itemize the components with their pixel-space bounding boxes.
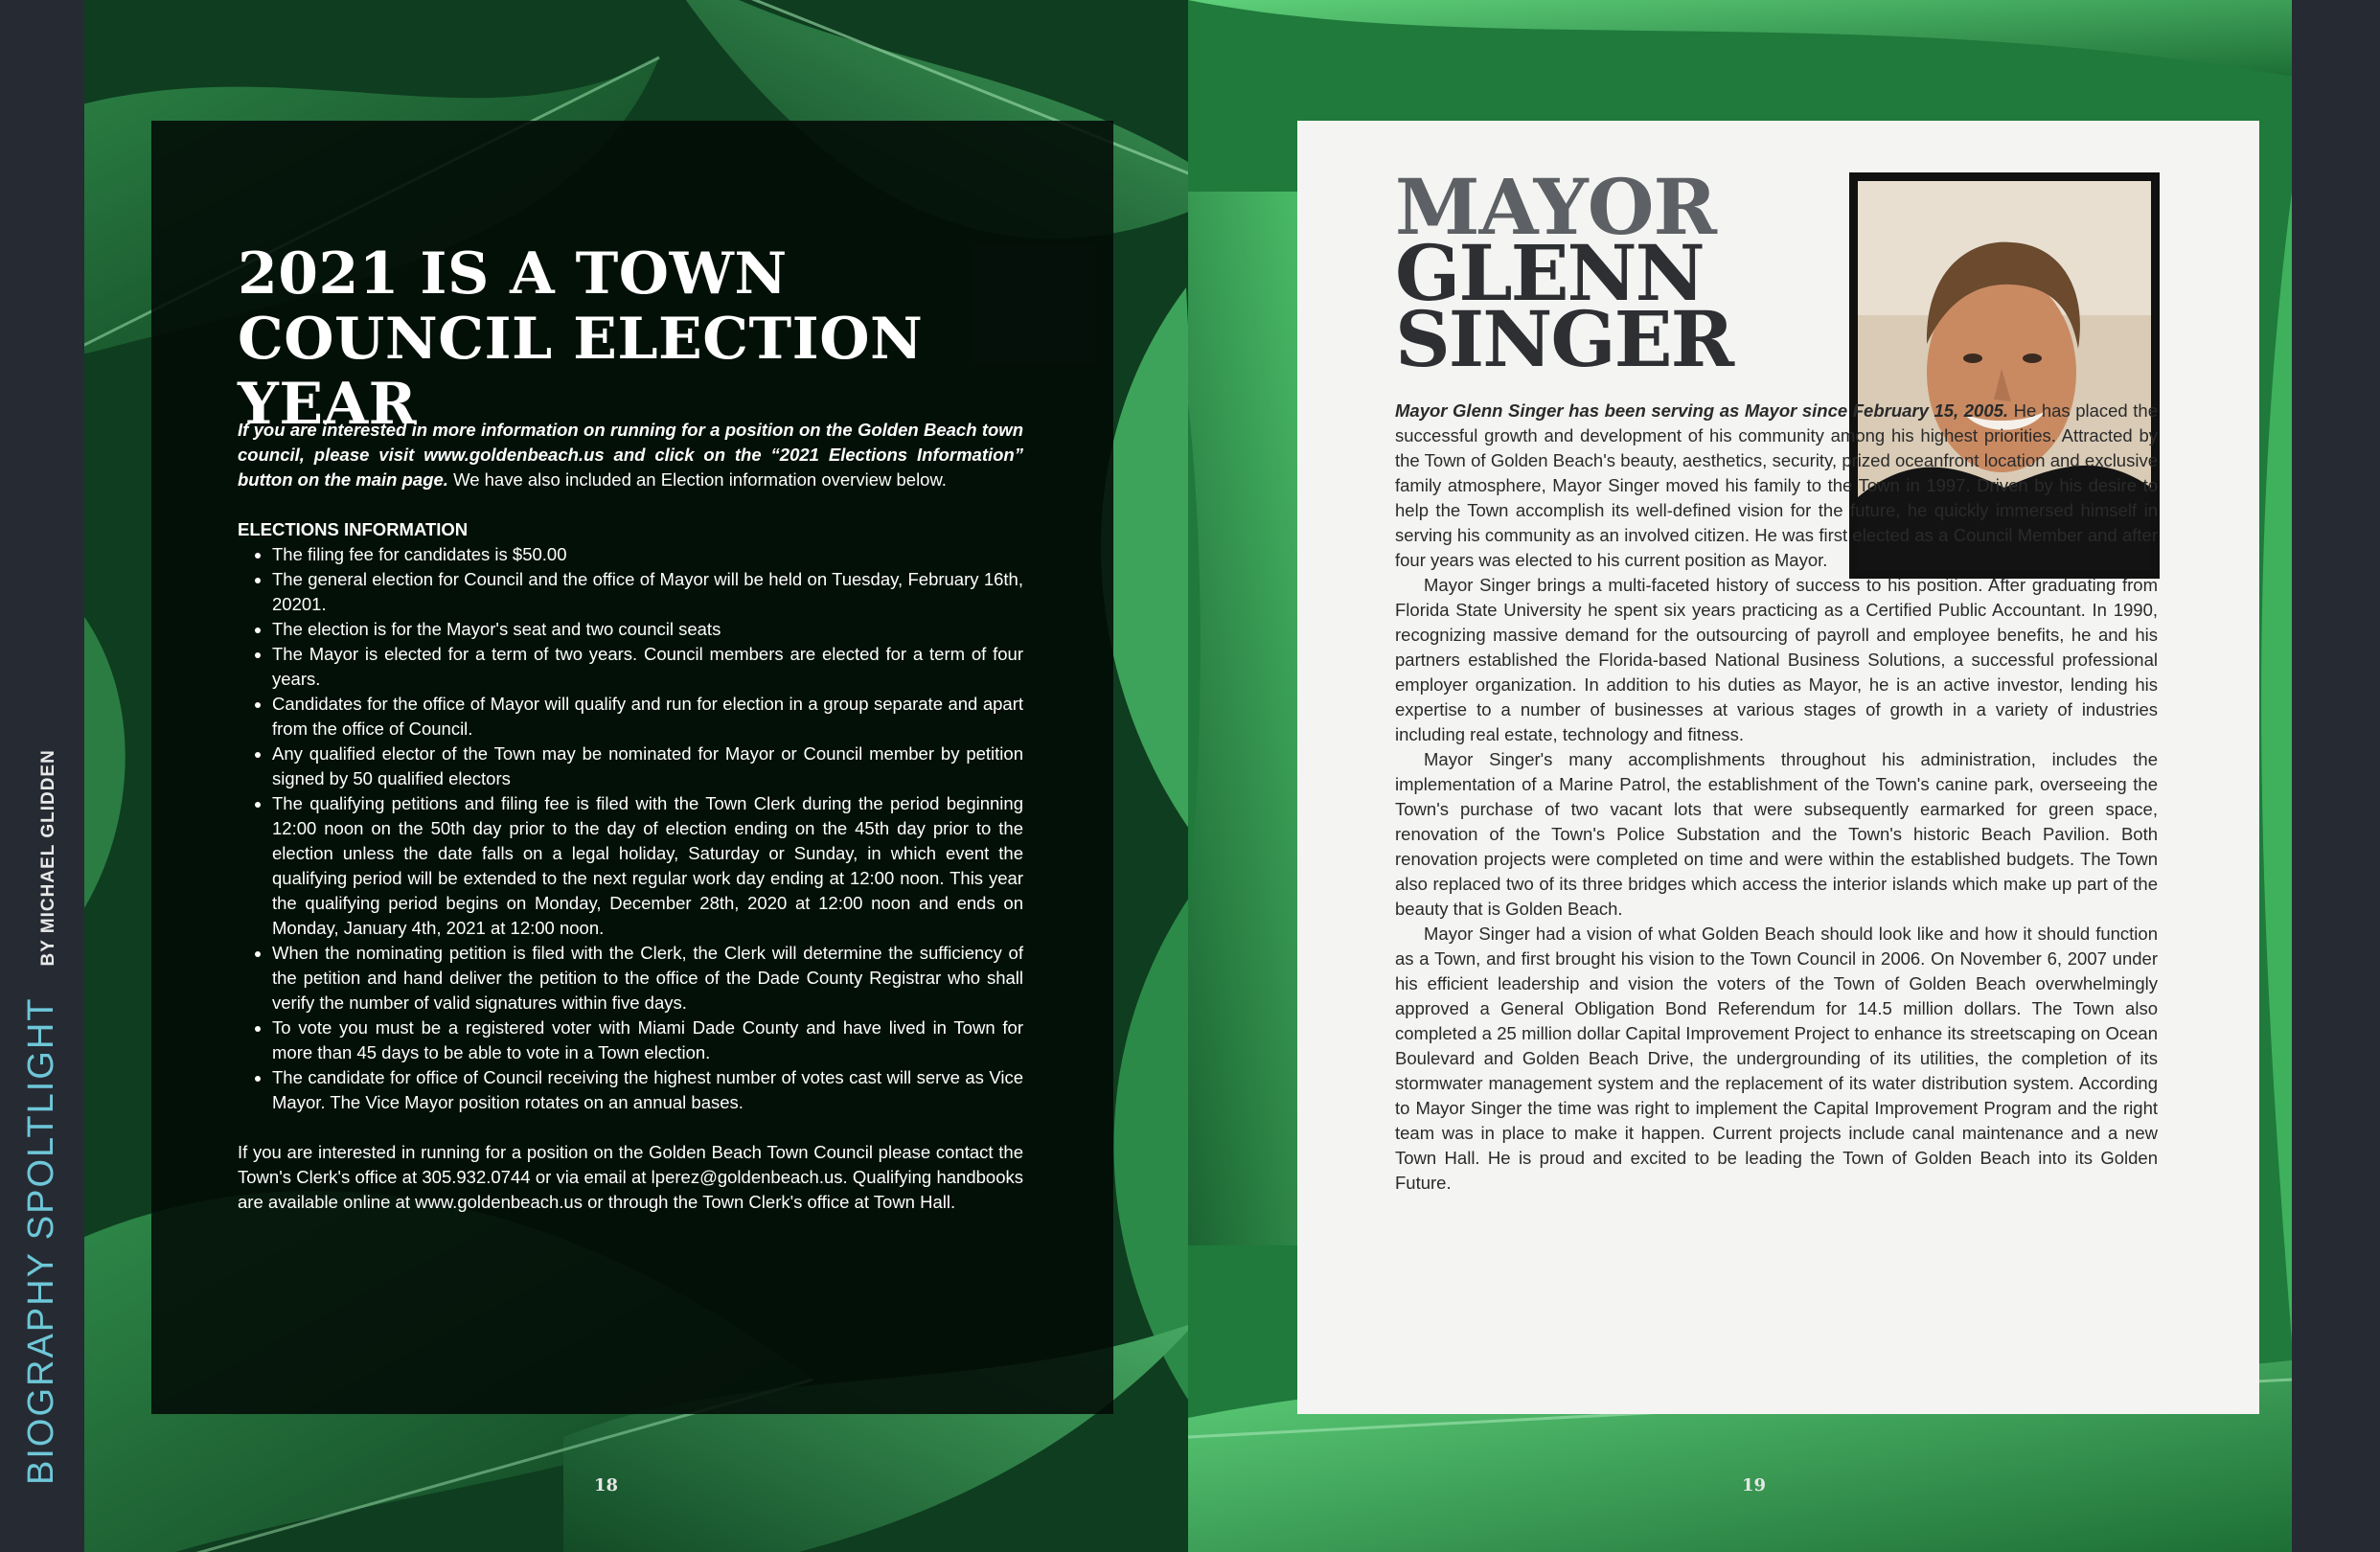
list-item: • When the nominating petition is filed with the Clerk, the Clerk will determine the sufficiency of the petition and hand deliver the petition to the office of the Dade County Registrar who shall verify the number of valid signatures within five days.: [272, 941, 1023, 1016]
mayor-bio-text: [1395, 399, 2158, 1196]
elections-list: [238, 542, 1023, 1115]
election-title: 2021 IS A TOWN COUNCIL ELECTION YEAR: [238, 240, 924, 438]
title-line-3: SINGER: [1395, 293, 1733, 384]
right-edge-strip: [2292, 0, 2380, 1552]
bio-lead: Mayor Glenn Singer has been serving as Mayor since February 15, 2005.: [1395, 400, 2009, 421]
vertical-section-title: [0, 0, 84, 1552]
list-item: • The filing fee for candidates is $50.00: [272, 542, 1023, 567]
list-item: • The general election for Council and the office of Mayor will be held on Tuesday, February 16th, 20201.: [272, 567, 1023, 617]
bio-para-4: Mayor Singer had a vision of what Golden Beach should look like and how it should function as a Town, and first brought his vision to the Town Council in 2006. On November 6, 2007 under his efficient leadership and vision the voters of the Town of Golden Beach overwhelmingly approved a General Obligation Bond Referendum for 14.5 million dollars. The Town also completed a 25 million dollar Capital Improvement Project to enhance its streetscaping on Ocean Boulevard and Golden Beach Drive, the undergrounding of its utilities, the completion of its stormwater management system and the replacement of its water distribution system. According to Mayor Singer the time was right to implement the Capital Improvement Program and the right team was in place to make it happen. Current projects include canal maintenance and a new Town Hall. He is proud and excited to be leading the Town of Golden Beach into its Golden Future.: [1395, 924, 2158, 1193]
title-line-1: MAYOR: [1395, 162, 1716, 252]
page-number-left: 18: [594, 1475, 619, 1495]
election-body: [238, 418, 1023, 1215]
page-number-right: 19: [1742, 1475, 1767, 1495]
bio-para-2: Mayor Singer brings a multi-faceted history of success to his position. After graduating from Florida State University he spent six years practicing as a Certified Public Accountant. In 1990, recognizing massive demand for the outsourcing of payroll and employee benefits, he and his partners established the Florida-based National Business Solutions, a successful professional employer organization. In addition to his duties as Mayor, he is an active investor, lending his expertise to a number of businesses at various stages of growth in a variety of industries including real estate, technology and fitness.: [1395, 575, 2158, 744]
list-item: • The qualifying petitions and filing fee is filed with the Town Clerk during the period beginning 12:00 noon on the 50th day prior to the day of election ending on the 45th day prior to the election unless the date falls on a legal holiday, Saturday or Sunday, in which event the qualifying period will be extended to the next regular work day ending at 12:00 noon. This year the qualifying period begins on Monday, December 28th, 2020 at 12:00 noon and ends on Monday, January 4th, 2021 at 12:00 noon.: [272, 791, 1023, 941]
list-item: • Candidates for the office of Mayor will qualify and run for election in a group separate and apart from the office of Council.: [272, 692, 1023, 742]
list-item: • Any qualified elector of the Town may be nominated for Mayor or Council member by petition signed by 50 qualified electors: [272, 742, 1023, 791]
list-item: • The Mayor is elected for a term of two years. Council members are elected for a term of four years.: [272, 642, 1023, 692]
mayor-title: [1395, 162, 1733, 384]
list-item: • To vote you must be a registered voter with Miami Dade County and have lived in Town for more than 45 days to be able to vote in a Town election.: [272, 1016, 1023, 1065]
bio-para-3: Mayor Singer's many accomplishments throughout his administration, includes the implementation of a Marine Patrol, the establishment of the Town's canine park, overseeing the Town's purchase of two vacant lots that were subsequently earmarked for green space, renovation of the Town's Police Substation and the Town's historic Beach Pavilion. Both renovation projects were completed on time and were within the established budgets. The Town also replaced two of its three bridges which access the interior islands which make up part of the beauty that is Golden Beach.: [1395, 749, 2158, 919]
election-outro: If you are interested in running for a position on the Golden Beach Town Council please contact the Town's Clerk's office at 305.932.0744 or via email at lperez@goldenbeach.us. Qualifying handbooks are available online at www.goldenbeach.us or through the Town Clerk's office at Town Hall.: [238, 1142, 1023, 1212]
intro-bold: If you are interested in more information on running for a position on the Golden Beach town council, please visit www.goldenbeach.us and click on the “2021 Elections Information” button on the main page.: [238, 420, 1023, 490]
elections-heading: ELECTIONS INFORMATION: [238, 519, 469, 539]
section-title: BIOGRAPHY SPOLTLIGHT: [21, 996, 61, 1485]
election-intro: [238, 418, 1023, 492]
election-info-panel: [151, 121, 1113, 1414]
bio-para-1: [1395, 399, 2158, 573]
mayor-bio-panel: [1297, 121, 2259, 1414]
intro-rest: We have also included an Election information overview below.: [447, 469, 947, 490]
list-item: • The election is for the Mayor's seat and two council seats: [272, 617, 1023, 642]
bio-para-1-rest: He has placed the successful growth and development of his community among his highest priorities. Attracted by the Town of Golden Beach's beauty, aesthetics, security, prized oceanfront location and exclusive family atmosphere, Mayor Singer moved his family to the Town in 1997. Driven by his desire to help the Town accomplish its well-defined vision for the future, he quickly immersed himself in serving his community as an involved citizen. He was first elected as a Council Member and after four years was elected to his current position as Mayor.: [1395, 400, 2158, 570]
byline: BY MICHAEL GLIDDEN: [37, 749, 58, 967]
title-line-2: GLENN: [1395, 227, 1704, 318]
list-item: • The candidate for office of Council receiving the highest number of votes cast will serve as Vice Mayor. The Vice Mayor position rotates on an annual bases.: [272, 1065, 1023, 1115]
